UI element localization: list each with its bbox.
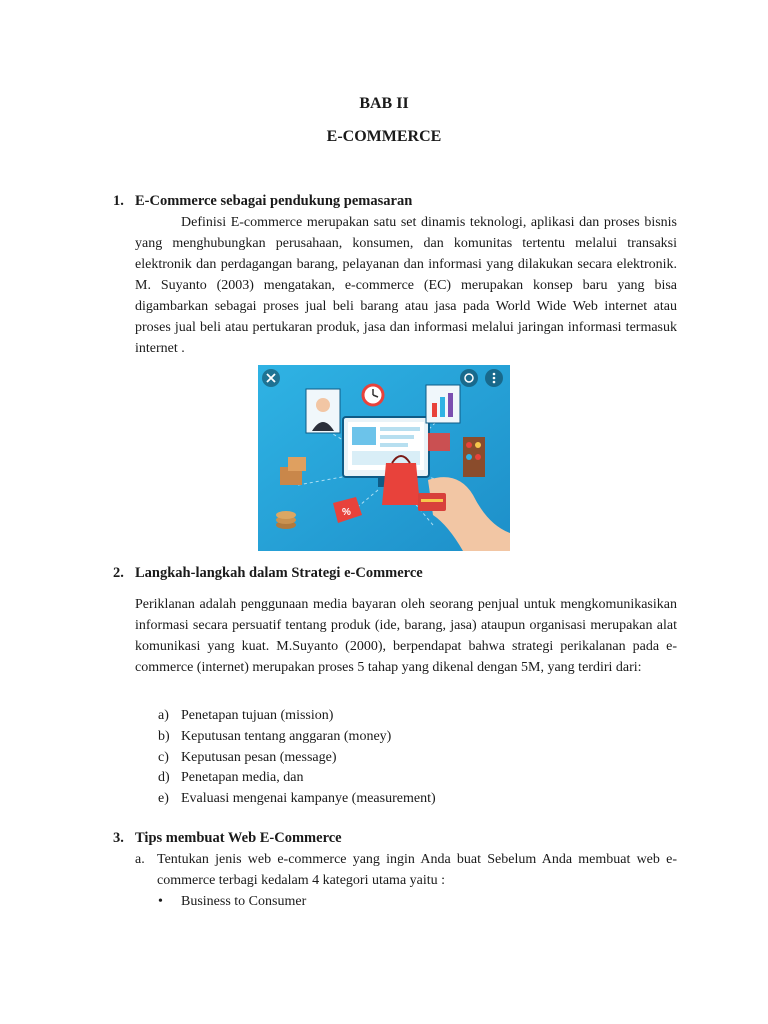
ecommerce-infographic-image xyxy=(258,365,510,551)
list-marker: a) xyxy=(158,708,169,723)
section-1-paragraph: Definisi E-commerce merupakan satu set dinamis teknologi, aplikasi dan proses bisnis yang menghubungkan perusahaan, konsumen, dan komunitas tertentu melalui transaksi elektronik dan perdagangan barang, pelayanan dan informasi yang dilakukan secara elektronik. M. Suyanto (2003) mengatakan, e-commerce (EC) merupakan konsep baru yang bisa digambarkan sebagai proses jual beli barang atau jasa pada World Wide Web internet atau proses jual beli atau pertukaran produk, jasa dan informasi melalui jaringan informasi termasuk internet . xyxy=(135,215,677,356)
list-marker: e) xyxy=(158,791,169,807)
section-title: Tips membuat Web E-Commerce xyxy=(135,830,342,846)
section-title: E-Commerce sebagai pendukung pemasaran xyxy=(135,193,413,209)
list-item xyxy=(158,706,436,727)
lens-icon[interactable] xyxy=(460,369,478,387)
svg-text:%: % xyxy=(342,507,351,518)
list-item xyxy=(158,748,436,769)
list-marker: c) xyxy=(158,749,169,765)
list-marker: d) xyxy=(158,770,170,786)
section-3-heading xyxy=(113,830,342,847)
section-number: 2. xyxy=(113,565,124,581)
more-vertical-icon[interactable] xyxy=(485,369,503,387)
section-1-heading xyxy=(113,193,412,210)
list-item-text: Penetapan tujuan (mission) xyxy=(181,708,334,723)
bullet-item xyxy=(158,894,306,910)
list-item xyxy=(158,768,436,789)
list-marker: b) xyxy=(158,728,170,744)
close-icon[interactable] xyxy=(262,369,280,387)
section-number: 3. xyxy=(113,830,124,846)
chapter-label: BAB II xyxy=(359,95,409,112)
page-title: E-COMMERCE xyxy=(326,128,442,145)
list-item xyxy=(158,789,436,810)
section-2-heading xyxy=(113,565,423,582)
section-2-paragraph: Periklanan adalah penggunaan media bayaran oleh seorang penjual untuk mengkomunikasikan informasi secara persuatif tentang produk (ide, barang, jasa) ataupun organisasi merupakan alat komunikasi yang kuat. M.Suyanto (2000), berpendapat bahwa strategi perikalanan pada e-commerce (internet) merupakan proses 5 tahap yang dikenal dengan 5M, yang terdiri dari: xyxy=(135,597,677,675)
section-number: 1. xyxy=(113,193,124,209)
bullet-text: Business to Consumer xyxy=(181,894,307,909)
list-item-text: Evaluasi mengenai kampanye (measurement) xyxy=(181,791,436,807)
list-item-text: Penetapan media, dan xyxy=(181,770,304,786)
section-title: Langkah-langkah dalam Strategi e-Commerce xyxy=(135,565,423,581)
section-3-subitem xyxy=(135,849,680,893)
list-item-text: Keputusan pesan (message) xyxy=(181,749,337,765)
subitem-text: Tentukan jenis web e-commerce yang ingin Anda buat Sebelum Anda membuat web e-commerce terbagi kedalam 4 kategori utama yaitu : xyxy=(157,852,677,888)
list-item xyxy=(158,727,436,748)
bullet-icon: • xyxy=(158,894,163,909)
subitem-marker: a. xyxy=(135,852,145,867)
list-item-text: Keputusan tentang anggaran (money) xyxy=(181,728,392,744)
strategy-list xyxy=(158,706,436,810)
